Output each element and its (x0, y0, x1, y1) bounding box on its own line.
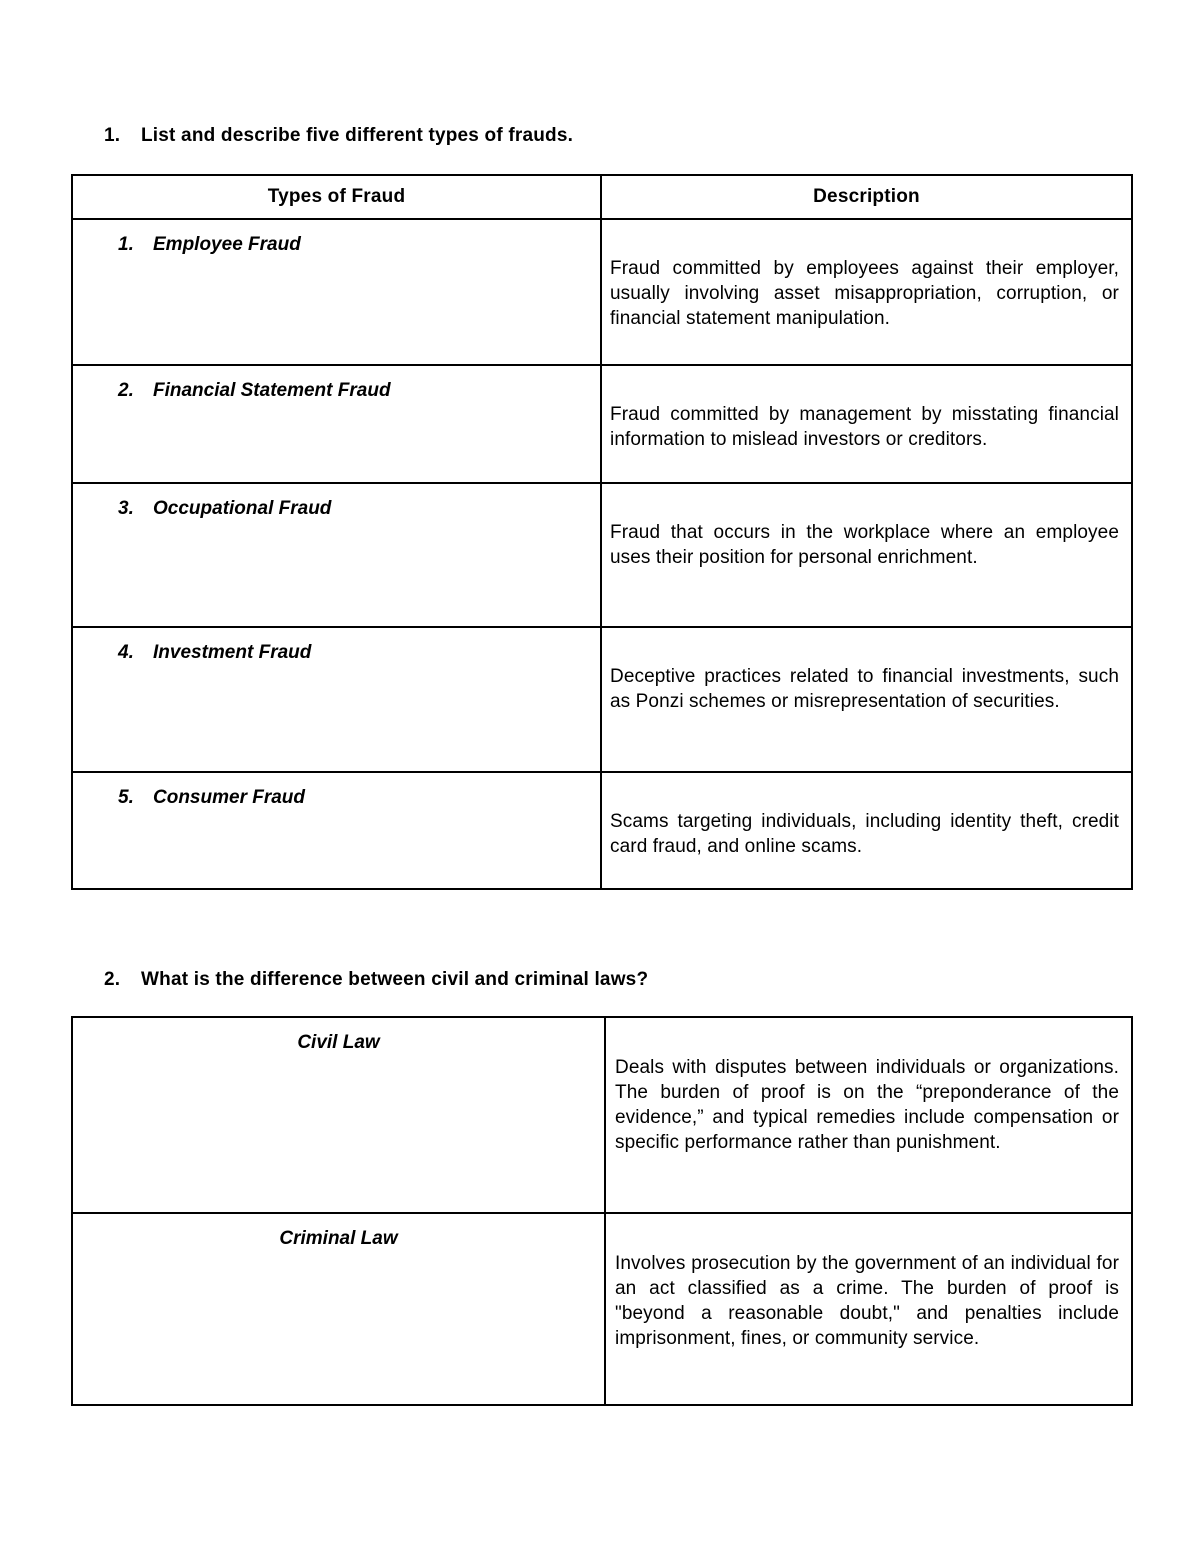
fraud-type-name: Investment Fraud (153, 642, 312, 663)
table-row (72, 1213, 1132, 1405)
fraud-description: Fraud committed by employees against their employer, usually involving asset misappropriation, corruption, or financial statement manipulation. (601, 219, 1132, 365)
question-1-number: 1. (104, 125, 121, 146)
law-description: Involves prosecution by the government of an individual for an act classified as a crime. The burden of proof is "beyond a reasonable doubt," and penalties include imprisonment, fines, or community service. (605, 1213, 1132, 1405)
fraud-type-number: 1. (118, 234, 134, 255)
question-1-text: List and describe five different types of frauds. (141, 125, 574, 146)
table-row (72, 365, 1132, 483)
fraud-description: Fraud that occurs in the workplace where an employee uses their position for personal enrichment. (601, 483, 1132, 627)
fraud-type-name: Occupational Fraud (153, 498, 332, 519)
question-2-heading (104, 969, 648, 991)
table-row (72, 627, 1132, 772)
law-description: Deals with disputes between individuals or organizations. The burden of proof is on the “preponderance of the evidence,” and typical remedies include compensation or specific performance rather than punishment. (605, 1017, 1132, 1213)
law-type-title: Criminal Law (72, 1213, 605, 1405)
fraud-types-table (71, 174, 1133, 890)
fraud-description: Deceptive practices related to financial investments, such as Ponzi schemes or misrepresentation of securities. (601, 627, 1132, 772)
fraud-type-number: 4. (118, 642, 134, 663)
table-row (72, 1017, 1132, 1213)
fraud-type-number: 2. (118, 380, 134, 401)
fraud-table-header-row (72, 175, 1132, 219)
question-2-number: 2. (104, 969, 121, 990)
question-1-heading (104, 125, 573, 147)
civil-criminal-law-table (71, 1016, 1133, 1406)
fraud-type-cell (72, 627, 601, 772)
column-header-types: Types of Fraud (72, 175, 601, 219)
table-row (72, 483, 1132, 627)
fraud-type-cell (72, 772, 601, 889)
fraud-type-cell (72, 365, 601, 483)
column-header-description: Description (601, 175, 1132, 219)
fraud-description: Fraud committed by management by misstating financial information to mislead investors or creditors. (601, 365, 1132, 483)
table-row (72, 772, 1132, 889)
fraud-type-cell (72, 219, 601, 365)
fraud-type-cell (72, 483, 601, 627)
law-type-title: Civil Law (72, 1017, 605, 1213)
table-row (72, 219, 1132, 365)
fraud-type-number: 3. (118, 498, 134, 519)
fraud-description: Scams targeting individuals, including identity theft, credit card fraud, and online scams. (601, 772, 1132, 889)
fraud-type-name: Consumer Fraud (153, 787, 306, 808)
fraud-type-number: 5. (118, 787, 134, 808)
fraud-type-name: Employee Fraud (153, 234, 301, 255)
fraud-type-name: Financial Statement Fraud (153, 380, 391, 401)
question-2-text: What is the difference between civil and criminal laws? (141, 969, 649, 990)
